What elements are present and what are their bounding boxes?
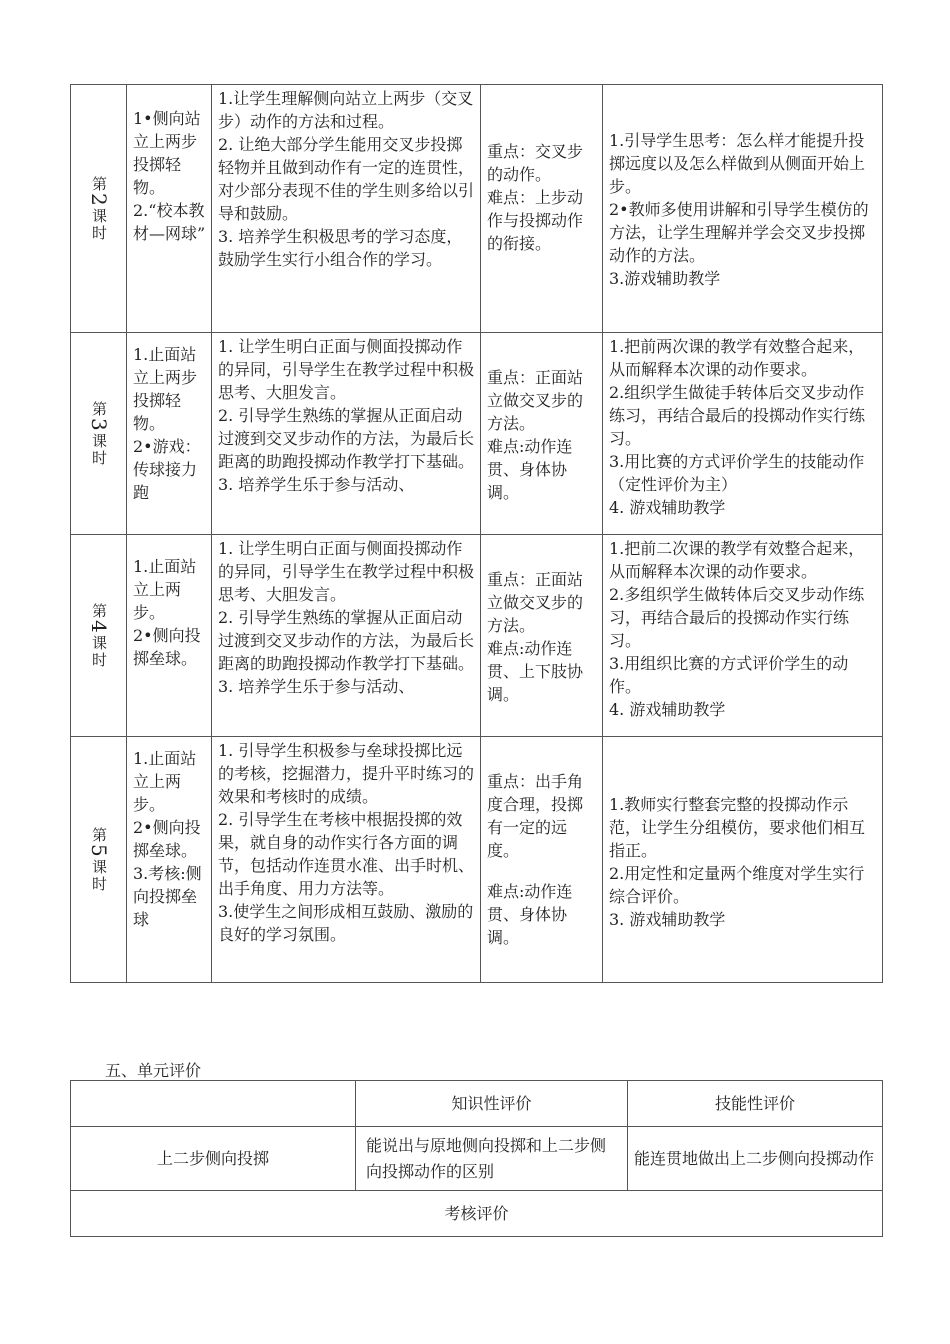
content-item: 1.止面站立上两步。 — [133, 557, 197, 622]
goal-item: 2. 引导学生熟练的掌握从正面启动过渡到交叉步动作的方法，为最后长距离的助跑投掷动作教学打下基础。 — [218, 608, 475, 673]
period-suffix: 课时 — [90, 432, 108, 467]
methods-cell — [603, 737, 883, 983]
keypoints-cell — [481, 737, 603, 983]
difficult-point: 难点:动作连贯、身体协调。 — [487, 882, 573, 947]
period-suffix: 课时 — [90, 858, 108, 893]
period-suffix: 课时 — [90, 207, 108, 242]
keypoints-cell — [481, 333, 603, 535]
method-item: 2.组织学生做徒手转体后交叉步动作练习，再结合最后的投掷动作实行练习。 — [609, 383, 866, 448]
goal-item: 1. 让学生明白正面与侧面投掷动作的异同，引导学生在教学过程中积极思考、大胆发言。 — [218, 539, 475, 604]
period-cell — [71, 85, 127, 333]
key-point: 重点：交叉步的动作。 — [487, 142, 584, 184]
key-point: 重点：正面站立做交叉步的方法。 — [487, 570, 584, 635]
method-item: 2.多组织学生做转体后交叉步动作练习，再结合最后的投掷动作实行练习。 — [609, 585, 865, 650]
section-title: 五、单元评价 — [105, 1061, 202, 1080]
content-item: 1.止面站立上两步投掷轻物。 — [133, 345, 198, 433]
goal-item: 2. 引导学生在考核中根据投掷的效果，就自身的动作实行各方面的调节，包括动作连贯水准、出手时机、出手角度、用力方法等。 — [218, 810, 475, 898]
lesson-row — [71, 85, 883, 333]
period-cell — [71, 535, 127, 737]
content-item: 2•侧向投掷垒球。 — [133, 818, 201, 860]
key-point: 重点：正面站立做交叉步的方法。 — [487, 368, 584, 433]
goal-item: 2. 引导学生熟练的掌握从正面启动过渡到交叉步动作的方法，为最后长距离的助跑投掷动作教学打下基础。 — [218, 406, 475, 471]
eval-header-knowledge: 知识性评价 — [356, 1081, 628, 1127]
method-item: 3.用组织比赛的方式评价学生的动作。 — [609, 654, 849, 696]
unit-evaluation-table — [70, 1080, 883, 1237]
goal-item: 2. 让绝大部分学生能用交叉步投掷轻物并且做到动作有一定的连贯性，对少部分表现不佳的学生则多给以引导和鼓励。 — [218, 135, 475, 223]
method-item: 3. 游戏辅助教学 — [609, 910, 726, 929]
lesson-row — [71, 333, 883, 535]
eval-footer-row — [71, 1191, 883, 1237]
goal-item: 1.让学生理解侧向站立上两步（交叉步）动作的方法和过程。 — [218, 89, 474, 131]
difficult-point: 难点:动作连贯、上下肢协调。 — [487, 639, 584, 704]
difficult-point: 难点：上步动作与投掷动作的衔接。 — [487, 188, 584, 253]
method-item: 2•教师多使用讲解和引导学生模仿的方法，让学生理解并学会交叉步投掷动作的方法。 — [609, 200, 869, 265]
period-number: 2 — [87, 192, 111, 208]
method-item: 3.用比赛的方式评价学生的技能动作（定性评价为主） — [609, 452, 865, 494]
goal-item: 1. 让学生明白正面与侧面投掷动作的异同，引导学生在教学过程中积极思考、大胆发言。 — [218, 337, 475, 402]
content-item: 1•侧向站立上两步投掷轻物。 — [133, 109, 201, 197]
content-item: 2•游戏：传球接力跑 — [133, 437, 201, 502]
content-item: 2•侧向投掷垒球。 — [133, 626, 201, 668]
content-cell — [127, 85, 212, 333]
lesson-row — [71, 737, 883, 983]
eval-knowledge-cell: 能说出与原地侧向投掷和上二步侧向投掷动作的区别 — [356, 1127, 628, 1191]
method-item: 1.教师实行整套完整的投掷动作示范，让学生分组模仿，要求他们相互指正。 — [609, 795, 866, 860]
eval-skill-cell: 能连贯地做出上二步侧向投掷动作 — [628, 1127, 883, 1191]
method-item: 1.把前二次课的教学有效整合起来，从而解释本次课的动作要求。 — [609, 539, 865, 581]
period-prefix: 第 — [90, 602, 108, 620]
period-cell — [71, 737, 127, 983]
methods-cell — [603, 535, 883, 737]
method-item: 3.游戏辅助教学 — [609, 269, 721, 288]
eval-row — [71, 1127, 883, 1191]
eval-header-row — [71, 1081, 883, 1127]
goal-item: 1. 引导学生积极参与垒球投掷比远的考核，挖掘潜力，提升平时练习的效果和考核时的成绩。 — [218, 741, 475, 806]
eval-header-blank — [71, 1081, 356, 1127]
methods-cell — [603, 333, 883, 535]
period-number: 3 — [87, 417, 111, 433]
content-item: 1.止面站立上两步。 — [133, 749, 197, 814]
method-item: 4. 游戏辅助教学 — [609, 700, 726, 719]
lesson-row — [71, 535, 883, 737]
content-cell — [127, 333, 212, 535]
keypoints-cell — [481, 85, 603, 333]
content-cell — [127, 535, 212, 737]
goal-item: 3. 培养学生乐于参与活动、 — [218, 475, 415, 494]
method-item: 2.用定性和定量两个维度对学生实行综合评价。 — [609, 864, 865, 906]
eval-row-label: 上二步侧向投掷 — [71, 1127, 356, 1191]
content-cell — [127, 737, 212, 983]
period-cell — [71, 333, 127, 535]
method-item: 4. 游戏辅助教学 — [609, 498, 726, 517]
goals-cell — [212, 535, 481, 737]
difficult-point: 难点:动作连贯、身体协调。 — [487, 437, 573, 502]
period-prefix: 第 — [90, 175, 108, 193]
goal-item: 3. 培养学生乐于参与活动、 — [218, 677, 415, 696]
content-item: 2.“校本教材—网球” — [133, 201, 206, 243]
goal-item: 3. 培养学生积极思考的学习态度，鼓励学生实行小组合作的学习。 — [218, 227, 463, 269]
methods-cell — [603, 85, 883, 333]
lesson-plan-table — [70, 84, 883, 983]
eval-header-skill: 技能性评价 — [628, 1081, 883, 1127]
period-prefix: 第 — [90, 826, 108, 844]
period-prefix: 第 — [90, 400, 108, 418]
period-number: 4 — [87, 619, 111, 635]
goal-item: 3.使学生之间形成相互鼓励、激励的良好的学习氛围。 — [218, 902, 474, 944]
key-point: 重点：出手角度合理，投掷有一定的远度。 — [487, 772, 584, 860]
goals-cell — [212, 85, 481, 333]
method-item: 1.把前两次课的教学有效整合起来，从而解释本次课的动作要求。 — [609, 337, 865, 379]
period-number: 5 — [87, 843, 111, 859]
period-suffix: 课时 — [90, 634, 108, 669]
eval-footer: 考核评价 — [71, 1191, 883, 1237]
keypoints-cell — [481, 535, 603, 737]
method-item: 1.引导学生思考：怎么样才能提升投掷远度以及怎么样做到从侧面开始上步。 — [609, 131, 866, 196]
goals-cell — [212, 333, 481, 535]
goals-cell — [212, 737, 481, 983]
content-item: 3.考核:侧向投掷垒球 — [133, 864, 202, 929]
